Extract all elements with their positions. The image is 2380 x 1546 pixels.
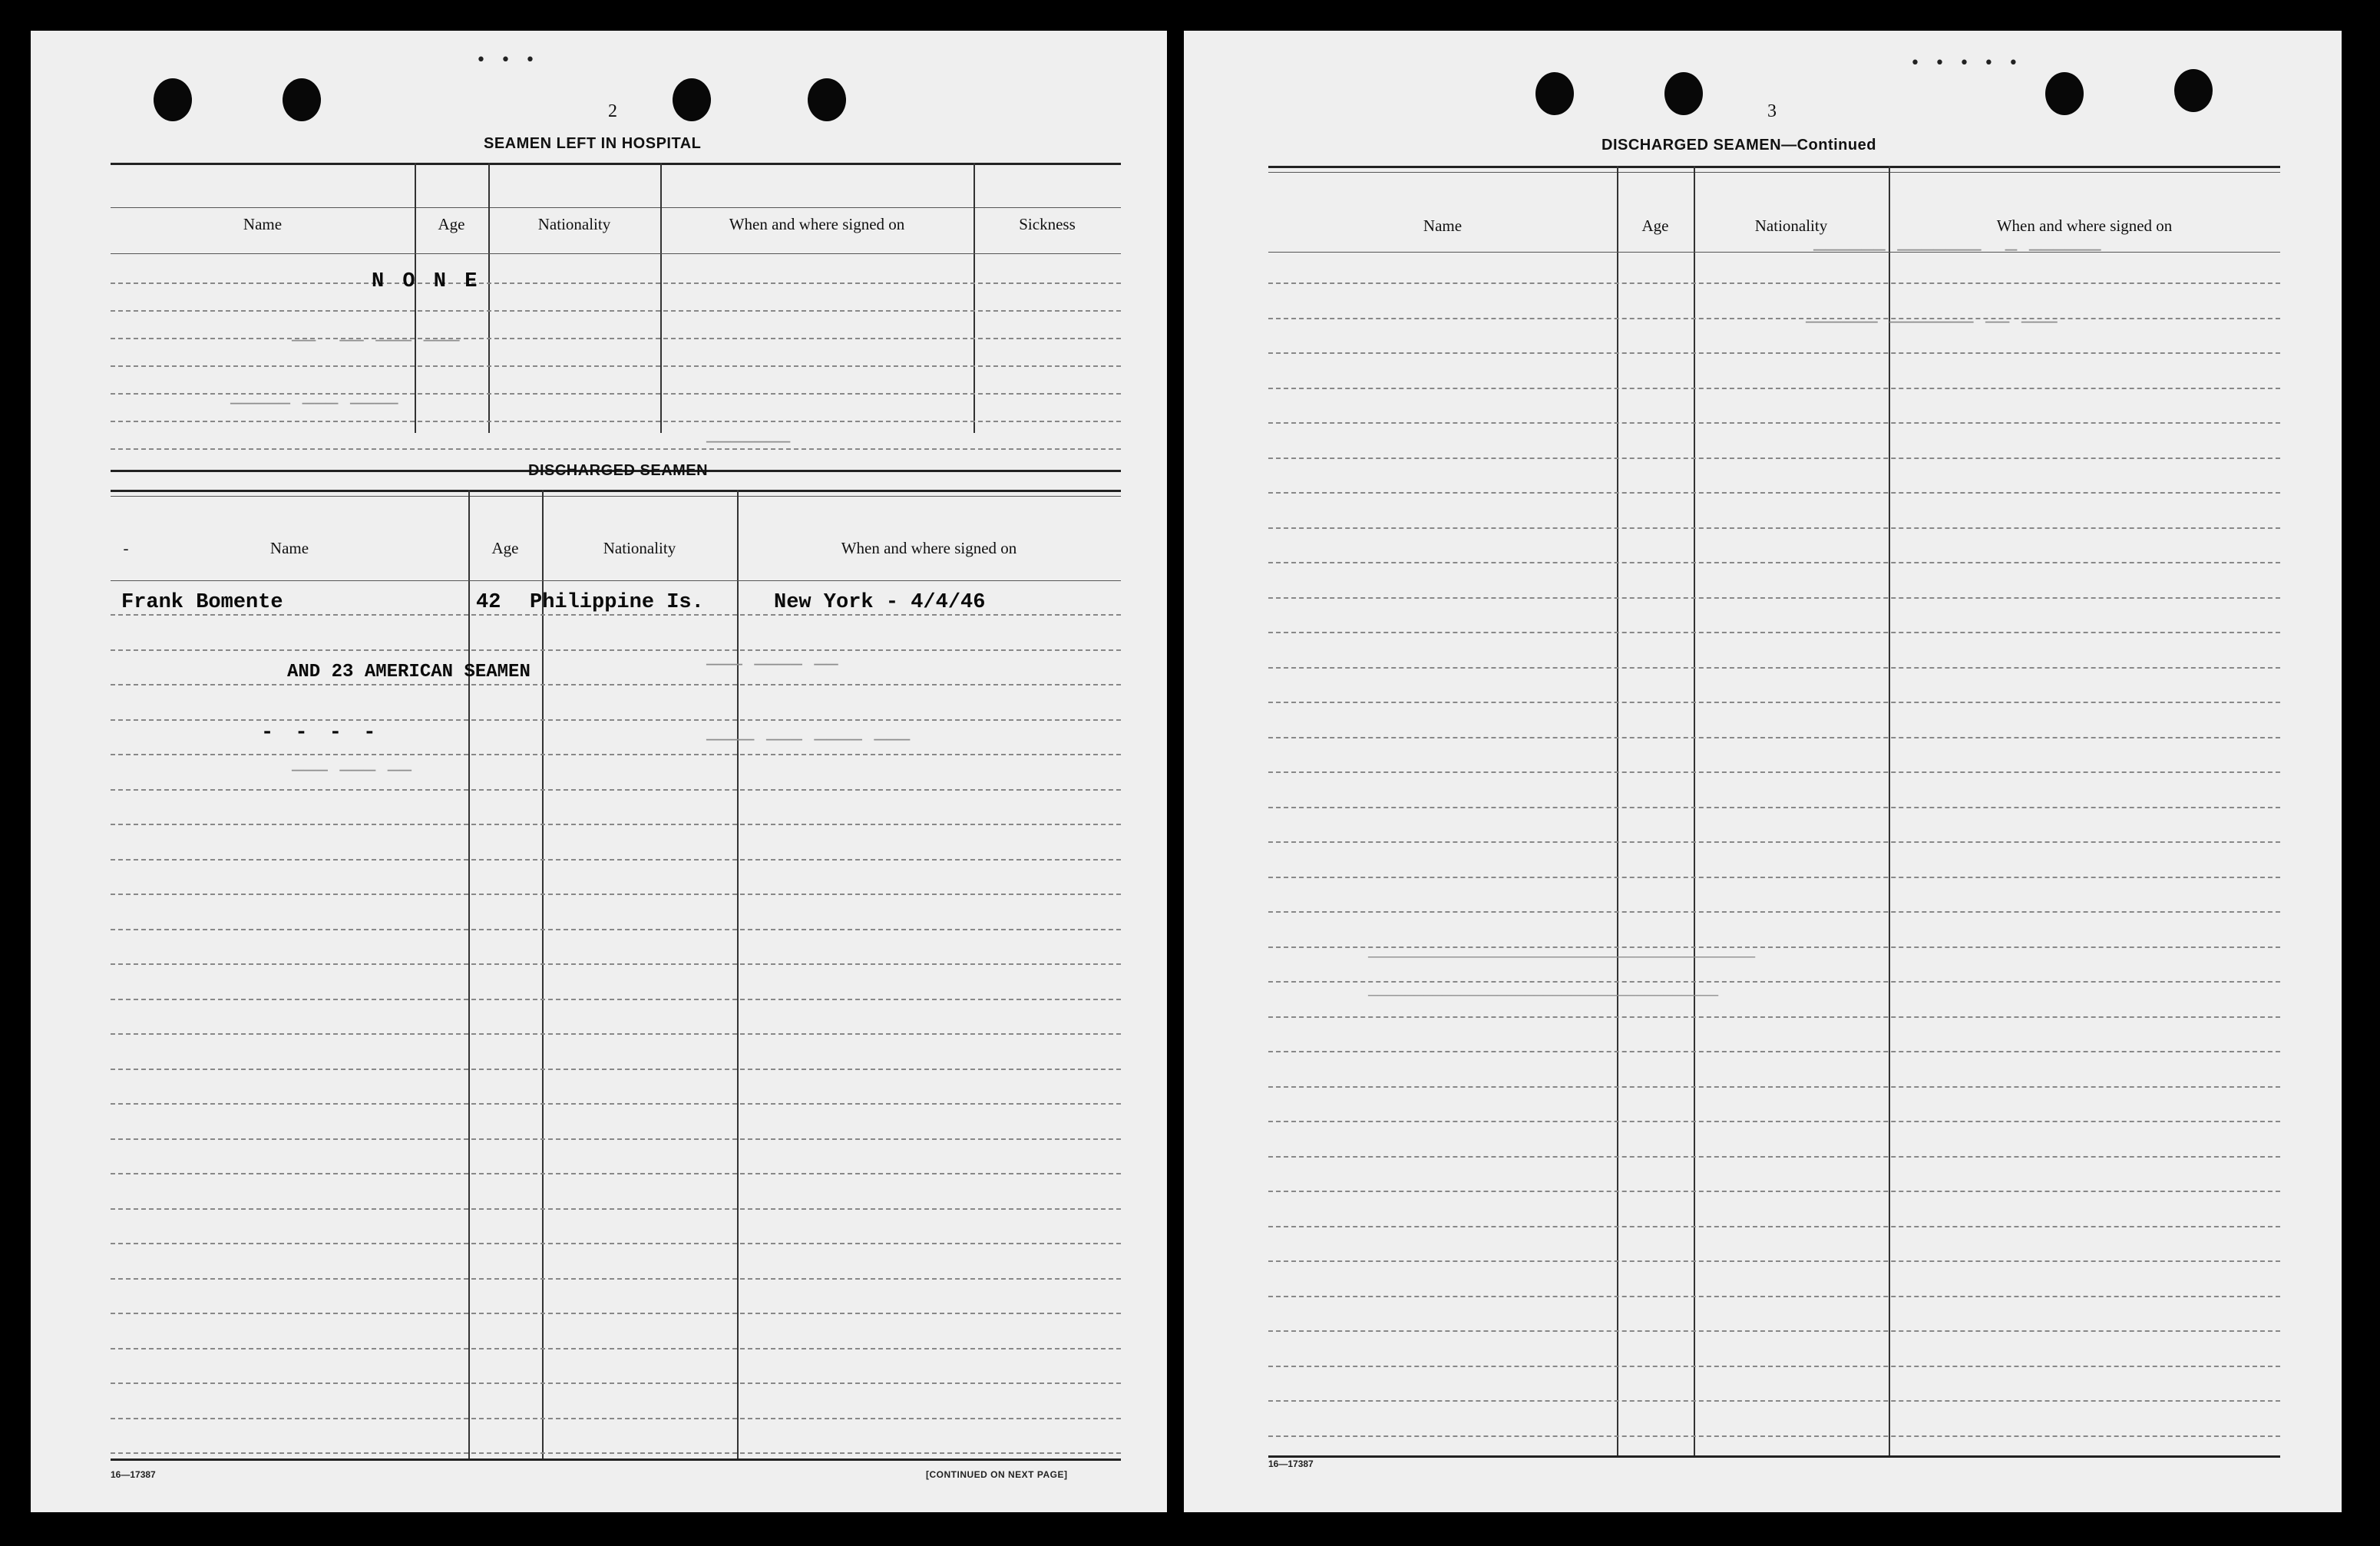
seaman-signed-on: New York - 4/4/46 (774, 591, 986, 614)
ruled-line (111, 614, 1121, 616)
discharged-section-title: DISCHARGED SEAMEN (528, 462, 709, 479)
ruled-line (111, 824, 1121, 825)
bleed-through-marks: ——— ——— —— —— (292, 329, 460, 352)
print-specks: • • • (476, 51, 540, 70)
ruled-line (1268, 1086, 2280, 1088)
ruled-line (111, 1243, 1121, 1244)
ruled-line (1268, 667, 2280, 669)
ruled-line (111, 1382, 1121, 1384)
ruled-line (111, 1033, 1121, 1035)
bleed-through-marks: ——————— (706, 430, 791, 453)
ruled-line (111, 338, 1121, 339)
section-title-suffix: —Continued (1781, 137, 1876, 154)
bleed-through-marks: —————————————————————————————————————————— (1368, 949, 1756, 966)
punch-hole (154, 78, 192, 121)
ruled-line (1268, 737, 2280, 738)
ruled-line (111, 1069, 1121, 1070)
ruled-line (1268, 1435, 2280, 1437)
ruled-line (1268, 807, 2280, 808)
ruled-line (1268, 946, 2280, 948)
ruled-line (1268, 1330, 2280, 1332)
ruled-line (111, 1173, 1121, 1174)
column-header-nationality: Nationality (603, 539, 676, 557)
ruled-line (1268, 318, 2280, 319)
header-bottom-rule (111, 580, 1121, 581)
discharged-table (111, 490, 1121, 1458)
punch-hole (808, 78, 846, 121)
ruled-line (1268, 1191, 2280, 1192)
ruled-line (1268, 1226, 2280, 1227)
ruled-line (1268, 562, 2280, 563)
column-header-signed-on: When and where signed on (729, 215, 905, 233)
dash-marks: - - - - (261, 722, 381, 745)
ruled-line (111, 1208, 1121, 1210)
column-divider (1694, 166, 1695, 1455)
ruled-line (111, 1348, 1121, 1349)
column-header-signed-on: When and where signed on (841, 539, 1017, 557)
seaman-age: 42 (476, 591, 501, 614)
ruled-line (111, 894, 1121, 895)
column-header-name: Name (1423, 216, 1463, 235)
ruled-line (111, 1138, 1121, 1140)
ruled-line (1268, 632, 2280, 633)
continued-note: [CONTINUED ON NEXT PAGE] (926, 1469, 1068, 1480)
discharged-continued-table (1268, 166, 2280, 1455)
ruled-line (111, 1418, 1121, 1419)
left-page (31, 31, 1167, 1512)
seaman-nationality: Philippine Is. (530, 591, 704, 614)
ruled-line (111, 719, 1121, 721)
punch-hole (2174, 69, 2213, 112)
ruled-line (1268, 1296, 2280, 1297)
print-specks: • • • • • (1910, 54, 2023, 73)
ruled-line (111, 963, 1121, 965)
ruled-line (111, 1313, 1121, 1314)
ruled-line (111, 421, 1121, 422)
hospital-section-title: SEAMEN LEFT IN HOSPITAL (484, 135, 702, 152)
ruled-line (1268, 877, 2280, 878)
table-bottom-rule (111, 1458, 1121, 1461)
header-bottom-rule (1268, 252, 2280, 253)
ruled-line (1268, 702, 2280, 703)
ruled-line (1268, 388, 2280, 389)
column-header-age: Age (438, 215, 465, 233)
column-header-nationality: Nationality (1754, 216, 1828, 235)
ruled-line (1268, 981, 2280, 983)
hospital-none-entry: N O N E (372, 270, 481, 293)
ruled-line (1268, 1366, 2280, 1367)
table-top-rule (111, 163, 1121, 165)
table-top-rule-inner (111, 496, 1121, 497)
ruled-line (1268, 1016, 2280, 1018)
ruled-line (1268, 352, 2280, 354)
table-top-rule-inner (1268, 172, 2280, 173)
ruled-line (111, 310, 1121, 312)
ruled-line (1268, 771, 2280, 773)
bleed-through-marks: ——— ———— ——— ———— (706, 728, 911, 751)
page-number: 2 (608, 101, 617, 121)
ruled-line (1268, 597, 2280, 599)
additional-seamen-note: AND 23 AMERICAN SEAMEN (287, 662, 531, 682)
bleed-through-marks: —— ——— ——— (292, 758, 412, 781)
form-number: 16—17387 (1268, 1458, 1314, 1469)
column-divider (1889, 166, 1890, 1455)
column-header-age: Age (1641, 216, 1669, 235)
column-header-name: Name (243, 215, 283, 233)
ruled-line (1268, 1400, 2280, 1402)
ruled-line (111, 999, 1121, 1000)
page-number: 3 (1767, 101, 1777, 121)
punch-hole (2045, 72, 2084, 115)
column-header-nationality: Nationality (537, 215, 611, 233)
ruled-line (111, 859, 1121, 861)
form-number: 16—17387 (111, 1469, 156, 1480)
ruled-line (1268, 422, 2280, 424)
column-divider (1617, 166, 1618, 1455)
ruled-line (1268, 458, 2280, 459)
seaman-name: Frank Bomente (121, 591, 283, 614)
column-header-name: Name (269, 539, 309, 557)
bleed-through-marks: ———— ——— ————— (230, 391, 398, 415)
ruled-line (111, 1452, 1121, 1454)
ruled-line (1268, 527, 2280, 529)
ruled-line (111, 929, 1121, 930)
section-title-text: DISCHARGED SEAMEN (1602, 137, 1782, 154)
ruled-line (1268, 1051, 2280, 1052)
ruled-line (111, 649, 1121, 651)
column-header-age: Age (491, 539, 519, 557)
ruled-line (1268, 911, 2280, 913)
table-top-rule (111, 490, 1121, 492)
ruled-line (111, 282, 1121, 284)
table-bottom-rule (1268, 1455, 2280, 1458)
column-header-signed-on: When and where signed on (1996, 216, 2173, 235)
column-header-sickness: Sickness (1019, 215, 1076, 233)
row-marker: - (123, 539, 129, 557)
ruled-line (111, 1278, 1121, 1280)
hospital-table (111, 163, 1121, 470)
ruled-line (111, 365, 1121, 367)
ruled-line (1268, 1260, 2280, 1262)
punch-hole (673, 78, 711, 121)
ruled-line (111, 754, 1121, 755)
ruled-line (1268, 282, 2280, 284)
bleed-through-marks: ——— —— ——————— —————— (1806, 310, 2058, 333)
header-rule (111, 207, 1121, 208)
bleed-through-marks: —————————————————————————————————————— (1368, 987, 1719, 1005)
ruled-line (111, 789, 1121, 791)
ruled-line (111, 1103, 1121, 1105)
header-bottom-rule (111, 253, 1121, 254)
punch-hole (283, 78, 321, 121)
punch-hole (1535, 72, 1574, 115)
bleed-through-marks: —————— — ——————— —————— (1813, 238, 2101, 261)
right-page (1184, 31, 2342, 1512)
ruled-line (1268, 492, 2280, 494)
ruled-line (111, 684, 1121, 685)
punch-hole (1664, 72, 1703, 115)
ruled-line (1268, 841, 2280, 843)
bleed-through-marks: —— ———— ——— (706, 652, 838, 676)
discharged-continued-title (1602, 137, 1876, 154)
ruled-line (1268, 1121, 2280, 1122)
ruled-line (1268, 1156, 2280, 1158)
table-top-rule (1268, 166, 2280, 168)
ruled-line (111, 448, 1121, 450)
